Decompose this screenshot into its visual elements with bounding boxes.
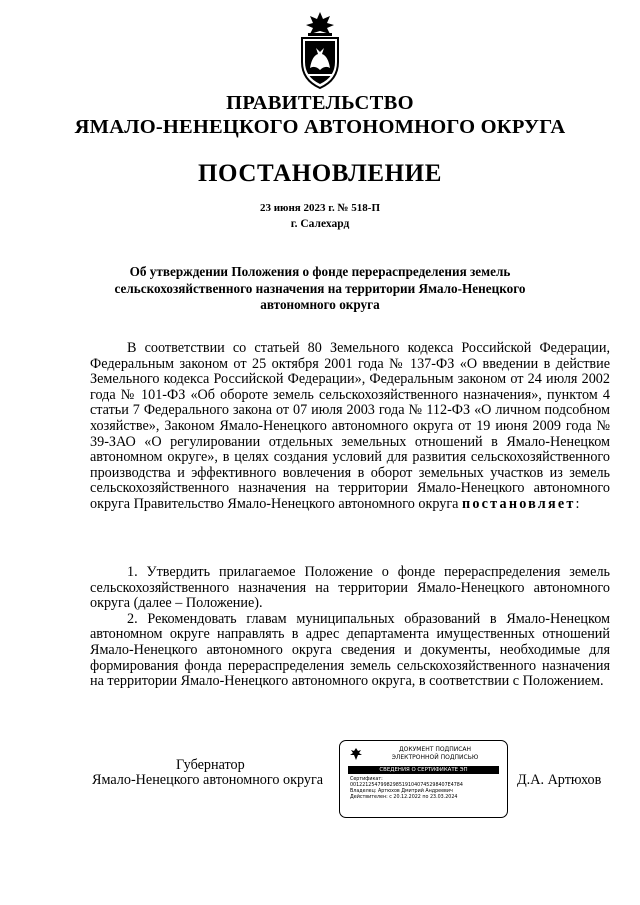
date-number: 23 июня 2023 г. № 518-П (259, 202, 381, 214)
subject-line: автономного округа (260, 297, 380, 312)
stamp-details (350, 777, 463, 801)
government-title-line1: ПРАВИТЕЛЬСТВО (226, 92, 414, 114)
subject-line: Об утверждении Положения о фонде перераспределения земель (129, 264, 511, 279)
document-type: ПОСТАНОВЛЕНИЕ (197, 160, 443, 187)
preamble-paragraph (90, 341, 610, 513)
resolution-items (90, 565, 610, 690)
coat-of-arms-emblem (296, 10, 344, 90)
document-subject (0, 264, 640, 314)
stamp-certificate-bar: СВЕДЕНИЯ О СЕРТИФИКАТЕ ЭП (348, 766, 499, 774)
signatory-title: Губернатор (176, 757, 245, 773)
stamp-heading-line1: ДОКУМЕНТ ПОДПИСАН (398, 746, 472, 753)
preamble-text: В соответствии со статьей 80 Земельного кодекса Российской Федерации, Федеральным законом от 25 октября 2001 года № 137-ФЗ «О введении в действие Земельного кодекса Российской Федерации», Федеральным законом от 24 июля 2002 года № 101-ФЗ «Об обороте земель сельскохозяйственного назначения», пунктом 4 статьи 7 Федерального закона от 07 июля 2003 года № 112-ФЗ «О личном подсобном хозяйстве», Законом Ямало-Ненецкого автономного округа от 19 июня 2009 года № 39-ЗАО «О регулировании отдельных земельных отношений в Ямало-Ненецком автономном округе», в целях создания условий для развития сельскохозяйственного производства и эффективного вовлечения в оборот земельных участков из земель сельскохозяйственного назначения на территории Ямало-Ненецкого автономного округа Правительство Ямало-Ненецкого автономного округа (90, 340, 610, 512)
subject-line: сельскохозяйственного назначения на территории Ямало-Ненецкого (114, 280, 526, 296)
stamp-heading-line2: ЭЛЕКТРОННОЙ ПОДПИСЬЮ (391, 754, 479, 761)
signatory-name: Д.А. Артюхов (517, 772, 602, 788)
signatory-region: Ямало-Ненецкого автономного округа (92, 772, 324, 788)
electronic-signature-stamp (339, 740, 508, 818)
emblem-icon (349, 747, 363, 761)
resolves-word: постановляет (462, 495, 576, 512)
resolution-item-1: 1. Утвердить прилагаемое Положение о фонде перераспределения земель сельскохозяйственного назначения на территории Ямало-Ненецкого автономного округа (далее – Положение). (90, 564, 610, 612)
resolution-item-2: 2. Рекомендовать главам муниципальных образований в Ямало-Ненецком автономном округе направлять в адрес департамента имущественных отношений Ямало-Ненецкого автономного округа сведения и документы, необходимые для формирования фонда перераспределения земель сельскохозяйственного назначения на территории Ямало-Ненецкого автономного округа, в соответствии с Положением. (90, 610, 610, 690)
government-title-line2: ЯМАЛО-НЕНЕЦКОГО АВТОНОМНОГО ОКРУГА (74, 116, 566, 138)
stamp-valid: Действителен: с 20.12.2022 по 23.03.2024 (350, 795, 458, 800)
stamp-cert-label: Сертификат: (350, 777, 383, 782)
city: г. Салехард (290, 218, 350, 230)
stamp-owner: Владелец: Артюхов Дмитрий Андреевич (350, 789, 453, 794)
resolves-colon: : (575, 495, 580, 512)
stamp-cert-value: 00122125479982985191040745298407E4784 (350, 783, 463, 788)
